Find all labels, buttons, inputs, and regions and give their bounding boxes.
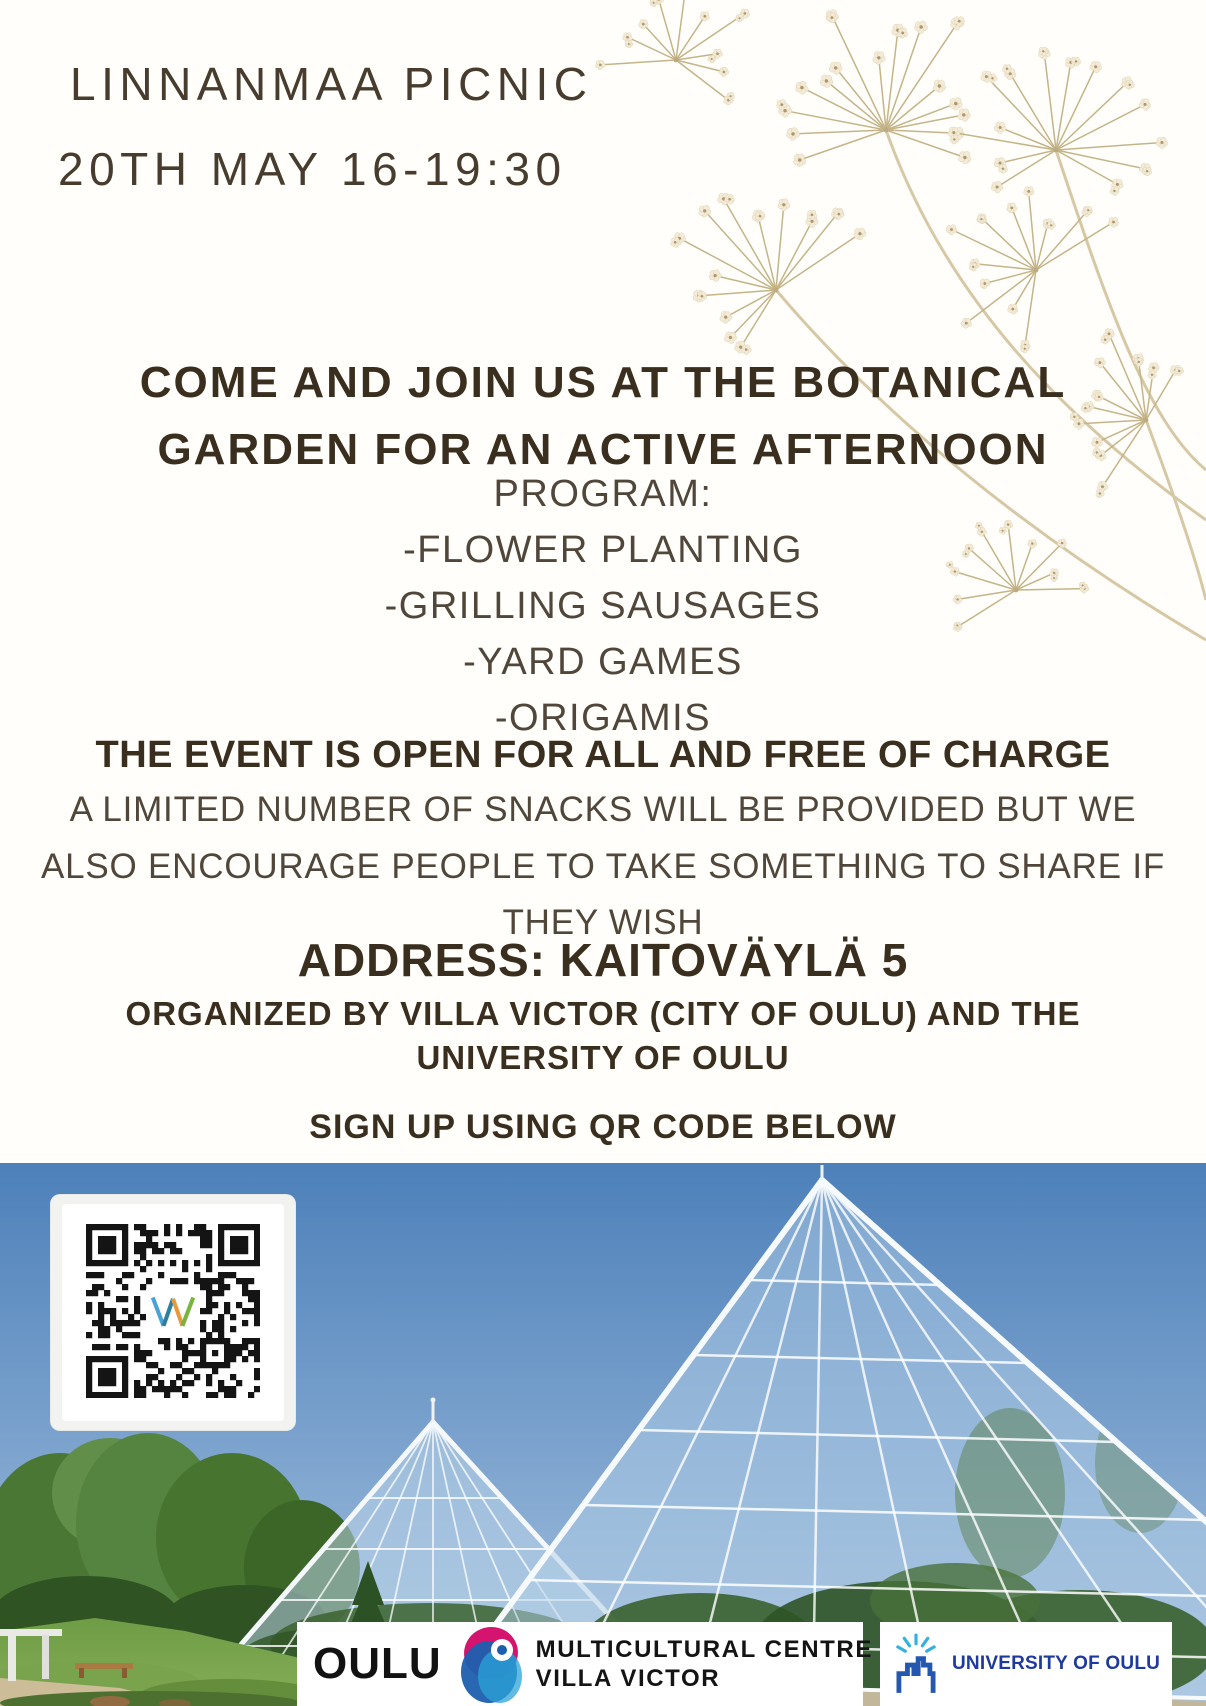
- signup-line: SIGN UP USING QR CODE BELOW: [309, 1108, 897, 1146]
- snacks-line-3: THEY WISH: [502, 903, 704, 942]
- organizer-line-2: UNIVERSITY OF OULU: [416, 1039, 790, 1076]
- program-item: -GRILLING SAUSAGES: [384, 585, 822, 627]
- oulu-logo-text: OULU: [313, 1639, 442, 1688]
- villa-victor-text-line-1: MULTICULTURAL CENTRE: [535, 1636, 873, 1663]
- title-line-1: LINNANMAA PICNIC: [70, 58, 593, 110]
- villa-victor-logo-icon: [458, 1623, 524, 1705]
- program-list: [0, 466, 1206, 746]
- heading-line-2: GARDEN FOR AN ACTIVE AFTERNOON: [157, 425, 1049, 474]
- snacks-line-2: ALSO ENCOURAGE PEOPLE TO TAKE SOMETHING TO SHARE IF: [40, 846, 1166, 886]
- program-label: PROGRAM:: [493, 473, 713, 515]
- organizer-lines: [0, 992, 1206, 1080]
- program-item: -FLOWER PLANTING: [403, 529, 803, 571]
- villa-victor-logo-bar: [297, 1622, 873, 1706]
- qr-code-card: [50, 1194, 296, 1431]
- university-of-oulu-castle-icon: [888, 1633, 944, 1695]
- poster-title: [58, 42, 593, 212]
- villa-victor-text-line-2: VILLA VICTOR: [535, 1665, 721, 1692]
- university-of-oulu-logo-text: UNIVERSITY OF OULU: [952, 1653, 1161, 1674]
- heading-line-1: COME AND JOIN US AT THE BOTANICAL: [139, 358, 1067, 407]
- snacks-line-1: A LIMITED NUMBER OF SNACKS WILL BE PROVIDED BUT WE: [69, 790, 1137, 829]
- program-item: -YARD GAMES: [463, 641, 743, 683]
- address-line: ADDRESS: KAITOVÄYLÄ 5: [297, 934, 909, 986]
- villa-victor-w-icon: [146, 1289, 200, 1333]
- university-of-oulu-logo-bar: [880, 1622, 1172, 1706]
- program-item: -ORIGAMIS: [494, 697, 712, 739]
- invitation-heading: [0, 349, 1206, 483]
- villa-victor-logo-text: [536, 1635, 873, 1693]
- snacks-paragraph: [0, 782, 1206, 952]
- title-line-2: 20TH MAY 16-19:30: [58, 143, 567, 195]
- organizer-line-1: ORGANIZED BY VILLA VICTOR (CITY OF OULU) AND THE: [125, 995, 1081, 1032]
- free-of-charge-line: THE EVENT IS OPEN FOR ALL AND FREE OF CHARGE: [95, 734, 1111, 776]
